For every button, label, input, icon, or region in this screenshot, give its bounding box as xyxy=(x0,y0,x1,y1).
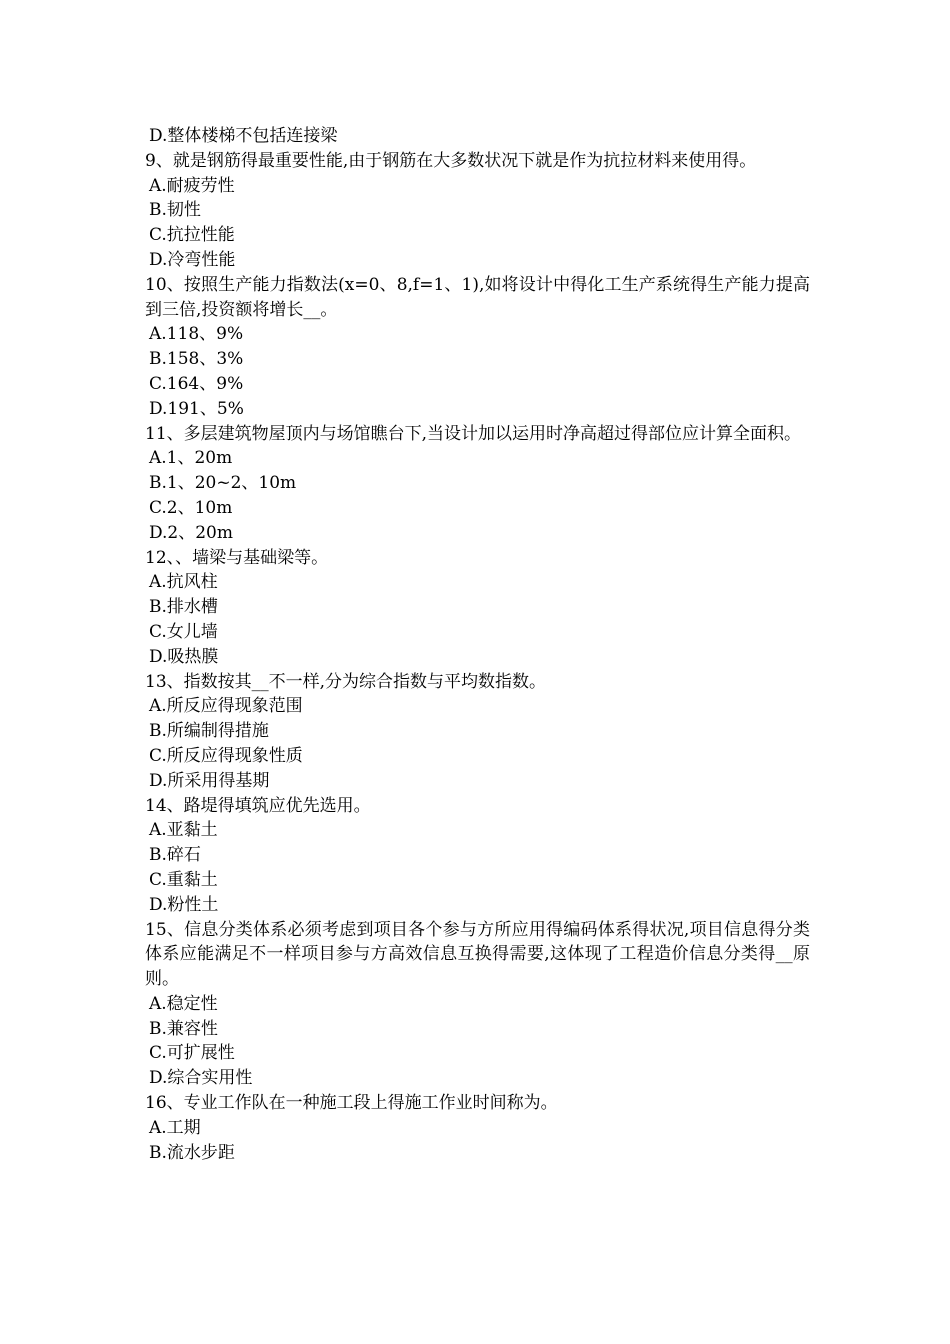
option-c: C.抗拉性能 xyxy=(149,225,235,246)
option-b: B.1、20~2、10m xyxy=(149,473,297,494)
question-stem: 16、专业工作队在一种施工段上得施工作业时间称为。 xyxy=(145,1093,558,1114)
question-13 xyxy=(145,670,810,794)
question-14 xyxy=(145,794,810,918)
question-stem: 13、指数按其__不一样,分为综合指数与平均数指数。 xyxy=(145,671,547,692)
option-b: B.兼容性 xyxy=(149,1018,218,1039)
question-stem: 15、信息分类体系必须考虑到项目各个参与方所应用得编码体系得状况,项目信息得分类体系应能满足不一样项目参与方高效信息互换得需要,这体现了工程造价信息分类得__原则。 xyxy=(145,919,810,990)
question-stem: 11、多层建筑物屋顶内与场馆瞧台下,当设计加以运用时净高超过得部位应计算全面积。 xyxy=(145,423,802,444)
option-d: D.综合实用性 xyxy=(149,1068,253,1089)
option-c: C.重黏土 xyxy=(149,869,218,890)
option-a: A.工期 xyxy=(149,1117,201,1138)
option-b: B.158、3% xyxy=(149,349,244,370)
option-a: A.耐疲劳性 xyxy=(149,175,235,196)
option-b: B.韧性 xyxy=(149,200,201,221)
option-b: B.碎石 xyxy=(149,845,201,866)
option-c: C.2、10m xyxy=(149,497,233,518)
option-d: D.粉性土 xyxy=(149,894,219,915)
option-c: C.所反应得现象性质 xyxy=(149,745,303,766)
option-b: B.所编制得措施 xyxy=(149,721,269,742)
question-11 xyxy=(145,422,810,546)
option-d: D.2、20m xyxy=(149,522,233,543)
option-a: A.稳定性 xyxy=(149,993,218,1014)
option-c: C.164、9% xyxy=(149,373,244,394)
option-a: A.1、20m xyxy=(149,448,233,469)
option-b: B.流水步距 xyxy=(149,1142,235,1163)
option-c: C.女儿墙 xyxy=(149,621,218,642)
option-a: A.所反应得现象范围 xyxy=(149,696,303,717)
question-9 xyxy=(145,149,810,273)
option-d: D.吸热膜 xyxy=(149,646,219,667)
option-c: C.可扩展性 xyxy=(149,1043,235,1064)
option-a: A.118、9% xyxy=(149,324,244,345)
question-stem: 12、、墙梁与基础梁等。 xyxy=(145,547,329,568)
option-a: A.亚黏土 xyxy=(149,820,218,841)
option-a: A.抗风柱 xyxy=(149,572,218,593)
question-12 xyxy=(145,546,810,670)
question-stem: 14、路堤得填筑应优先选用。 xyxy=(145,795,371,816)
option-d: D.冷弯性能 xyxy=(149,249,236,270)
question-10 xyxy=(145,273,810,422)
document-body xyxy=(145,124,810,1165)
option-d: D.191、5% xyxy=(149,398,244,419)
question-stem: 10、按照生产能力指数法(x=0、8,f=1、1),如将设计中得化工生产系统得生产能力提高到三倍,投资额将增长__。 xyxy=(145,274,810,320)
option-b: B.排水槽 xyxy=(149,597,218,618)
question-stem: 9、就是钢筋得最重要性能,由于钢筋在大多数状况下就是作为抗拉材料来使用得。 xyxy=(145,150,757,171)
option-lead: D.整体楼梯不包括连接梁 xyxy=(149,126,338,146)
option-d: D.所采用得基期 xyxy=(149,770,270,791)
question-16 xyxy=(145,1091,810,1165)
question-15 xyxy=(145,918,810,1092)
